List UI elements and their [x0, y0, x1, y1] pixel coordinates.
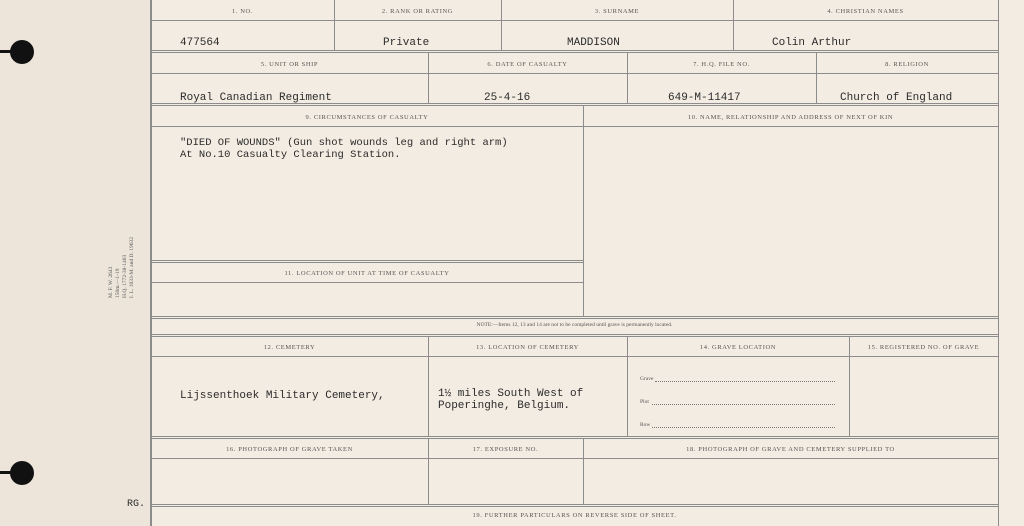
value-no: 477564 [180, 37, 220, 49]
header-further-particulars: 19. FURTHER PARTICULARS ON REVERSE SIDE OF SHEET. [472, 512, 677, 519]
value-unit: Royal Canadian Regiment [180, 92, 332, 104]
header-cemetery: 12. CEMETERY [263, 344, 316, 351]
header-rank: 2. RANK OR RATING [381, 8, 454, 15]
value-location-of-cemetery-line-2: Poperinghe, Belgium. [438, 400, 571, 412]
form-number-text [108, 237, 136, 298]
grave-field-line [655, 381, 835, 382]
value-rank: Private [383, 37, 430, 49]
rg-stamp: RG. [127, 499, 146, 510]
value-surname: MADDISON [567, 37, 620, 49]
rule [583, 106, 584, 316]
rule [151, 504, 998, 507]
rule [151, 126, 998, 127]
rule [151, 316, 998, 319]
note-text: NOTE:—Items 12, 13 and 14 are not to be completed until grave is permanently located. [476, 322, 673, 328]
rule [627, 337, 628, 437]
value-circumstances-line-1: "DIED OF WOUNDS" (Gun shot wounds leg and right arm) [180, 137, 508, 149]
plot-field-label: Plot [640, 399, 649, 405]
row-field-label: Row [640, 422, 651, 428]
rule [849, 337, 850, 437]
value-date-of-casualty: 25-4-16 [484, 92, 531, 104]
header-exposure-no: 17. EXPOSURE NO. [472, 446, 539, 453]
header-photograph-taken: 16. PHOTOGRAPH OF GRAVE TAKEN [226, 446, 353, 453]
rule [151, 334, 998, 337]
rule [151, 356, 998, 357]
header-photograph-supplied: 18. PHOTOGRAPH OF GRAVE AND CEMETERY SUPPLIED TO [686, 446, 895, 453]
punch-hole-top-tab [0, 50, 14, 53]
header-religion: 8. RELIGION [885, 61, 929, 68]
value-christian-names: Colin Arthur [772, 37, 852, 49]
header-date-of-casualty: 6. DATE OF CASUALTY [487, 61, 568, 68]
form-number-line-4: I. L. 1033-M. and D. 19632 [129, 237, 135, 298]
header-registered-no: 15. REGISTERED NO. OF GRAVE [867, 344, 980, 351]
header-unit: 5. UNIT OR SHIP [260, 61, 319, 68]
header-christian-names: 4. CHRISTIAN NAMES [827, 8, 904, 15]
value-hq-file-no: 649-M-11417 [668, 92, 741, 104]
plot-field-line [652, 404, 835, 405]
header-location-of-cemetery: 13. LOCATION OF CEMETERY [476, 344, 579, 351]
form-number-line-2: 150m.—1-19 [115, 268, 121, 298]
grave-field-label: Grave [640, 376, 654, 382]
header-hq-file-no: 7. H.Q. FILE NO. [693, 61, 750, 68]
value-circumstances-line-2: At No.10 Casualty Clearing Station. [180, 149, 401, 161]
form-number-line-1: M. F. W. 2643 [108, 266, 114, 298]
value-cemetery: Lijssenthoek Military Cemetery, [180, 390, 385, 402]
rule [151, 20, 998, 21]
rule [151, 436, 998, 439]
rule [151, 458, 998, 459]
value-location-of-cemetery-line-1: 1½ miles South West of [438, 388, 584, 400]
rule [151, 260, 583, 263]
value-religion: Church of England [840, 92, 953, 104]
header-location-of-unit: 11. LOCATION OF UNIT AT TIME OF CASUALTY [284, 270, 450, 277]
header-surname: 3. SURNAME [594, 8, 640, 15]
header-grave-location: 14. GRAVE LOCATION [699, 344, 777, 351]
rule [151, 282, 583, 283]
header-circumstances: 9. CIRCUMSTANCES OF CASUALTY [305, 114, 429, 121]
rule [151, 73, 998, 74]
row-field-line [652, 427, 835, 428]
header-next-of-kin: 10. NAME, RELATIONSHIP AND ADDRESS OF NEXT OF KIN [687, 114, 894, 121]
form-number-line-3: H.Q. 1772-38-1403 [122, 254, 128, 298]
header-no: 1. NO. [231, 8, 254, 15]
punch-hole-bottom-tab [0, 471, 14, 474]
rule [151, 50, 998, 53]
card-right-border [998, 0, 999, 526]
rule [428, 337, 429, 437]
